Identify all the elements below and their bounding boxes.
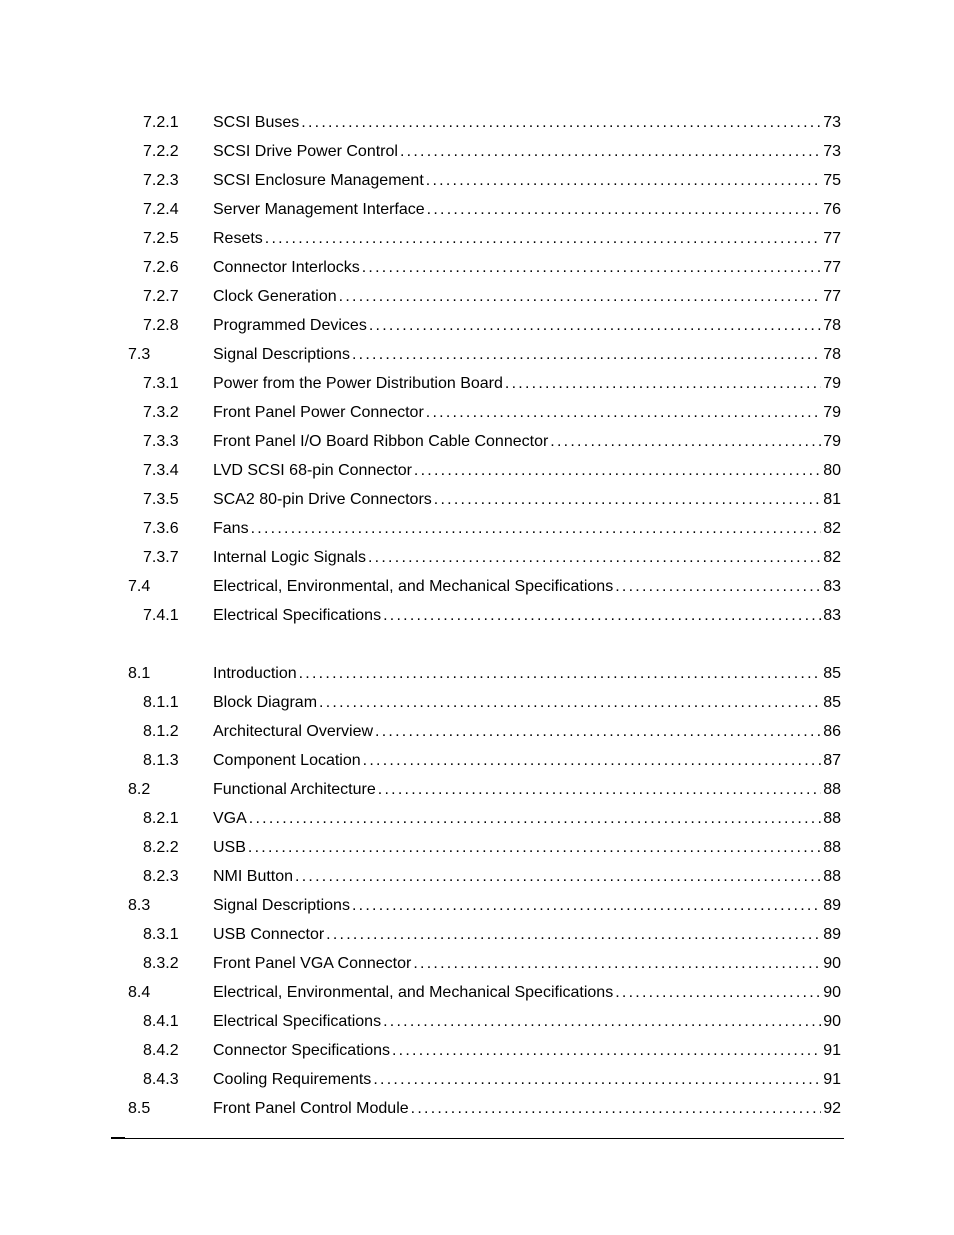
toc-entry-page-number[interactable]: 79 [821, 398, 841, 427]
toc-entry-leader-line [213, 224, 841, 253]
toc-dot-leader [400, 137, 821, 166]
toc-dot-leader [352, 340, 821, 369]
toc-entry-page-number[interactable]: 90 [821, 978, 841, 1007]
toc-entry[interactable] [0, 775, 954, 804]
toc-dot-leader [375, 717, 821, 746]
toc-entry-leader-line [213, 195, 841, 224]
toc-entry[interactable] [0, 862, 954, 891]
toc-entry-title[interactable]: Component Location [213, 746, 363, 775]
toc-entry-page-number[interactable]: 91 [821, 1036, 841, 1065]
toc-entry-leader-line [213, 166, 841, 195]
toc-entry[interactable] [0, 195, 954, 224]
toc-entry[interactable] [0, 398, 954, 427]
toc-entry-leader-line [213, 1065, 841, 1094]
toc-entry-page-number[interactable]: 79 [821, 369, 841, 398]
toc-dot-leader [414, 456, 821, 485]
toc-entry[interactable] [0, 1007, 954, 1036]
toc-entry-page-number[interactable]: 83 [821, 572, 841, 601]
toc-entry-title[interactable]: Electrical Specifications [213, 601, 383, 630]
toc-entry-leader-line [213, 1094, 841, 1123]
toc-entry-title[interactable]: Electrical, Environmental, and Mechanical Specifications [213, 572, 615, 601]
toc-entry-page-number[interactable]: 77 [821, 224, 841, 253]
toc-entry-leader-line [213, 601, 841, 630]
toc-dot-leader [319, 688, 821, 717]
toc-entry-leader-line [213, 775, 841, 804]
toc-entry-page-number[interactable]: 87 [821, 746, 841, 775]
toc-entry-leader-line [213, 804, 841, 833]
toc-entry-title[interactable]: Internal Logic Signals [213, 543, 368, 572]
toc-dot-leader [411, 1094, 822, 1123]
toc-entry-title[interactable]: Cooling Requirements [213, 1065, 373, 1094]
toc-entry-leader-line [213, 485, 841, 514]
toc-entry-title[interactable]: Front Panel Control Module [213, 1094, 411, 1123]
toc-entry-title[interactable]: Architectural Overview [213, 717, 375, 746]
toc-entry-number: 8.4.1 [143, 1013, 179, 1030]
toc-entry-leader-line [213, 688, 841, 717]
toc-entry-page-number[interactable]: 92 [821, 1094, 841, 1123]
toc-dot-leader [378, 775, 821, 804]
toc-entry[interactable] [0, 311, 954, 340]
toc-entry[interactable] [0, 891, 954, 920]
toc-entry-title[interactable]: VGA [213, 804, 249, 833]
toc-entry-page-number[interactable]: 85 [821, 688, 841, 717]
toc-entry[interactable] [0, 601, 954, 630]
toc-entry[interactable] [0, 543, 954, 572]
toc-entry-title[interactable]: Programmed Devices [213, 311, 369, 340]
toc-entry-number: 7.2.8 [143, 317, 179, 334]
toc-dot-leader [413, 949, 821, 978]
toc-entry[interactable] [0, 717, 954, 746]
toc-entry[interactable] [0, 456, 954, 485]
toc-entry[interactable] [0, 688, 954, 717]
toc-dot-leader [251, 514, 822, 543]
toc-entry-page-number[interactable]: 88 [821, 775, 841, 804]
toc-entry-leader-line [213, 137, 841, 166]
toc-entry-leader-line [213, 1036, 841, 1065]
toc-entry-page-number[interactable]: 86 [821, 717, 841, 746]
toc-entry-number: 8.3 [128, 897, 151, 914]
toc-dot-leader [368, 543, 821, 572]
toc-entry-page-number[interactable]: 83 [821, 601, 841, 630]
toc-dot-leader [427, 195, 822, 224]
toc-entry[interactable] [0, 514, 954, 543]
toc-entry-page-number[interactable]: 81 [821, 485, 841, 514]
toc-entry-title[interactable]: Front Panel VGA Connector [213, 949, 413, 978]
toc-entry-number: 8.1.2 [143, 723, 179, 740]
toc-entry-page-number[interactable]: 90 [821, 1007, 841, 1036]
toc-dot-leader [265, 224, 821, 253]
toc-entry[interactable] [0, 427, 954, 456]
toc-entry[interactable] [0, 804, 954, 833]
toc-entry[interactable] [0, 833, 954, 862]
toc-entry-number: 8.4.2 [143, 1042, 179, 1059]
toc-dot-leader [295, 862, 821, 891]
toc-entry-leader-line [213, 456, 841, 485]
toc-entry[interactable] [0, 572, 954, 601]
toc-entry[interactable] [0, 137, 954, 166]
toc-dot-leader [615, 978, 821, 1007]
toc-entry[interactable] [0, 659, 954, 688]
toc-entry-number: 8.3.1 [143, 926, 179, 943]
toc-entry[interactable] [0, 949, 954, 978]
toc-entry[interactable] [0, 1036, 954, 1065]
toc-entry-number: 8.1 [128, 665, 151, 682]
toc-entry-title[interactable]: Front Panel I/O Board Ribbon Cable Connector [213, 427, 550, 456]
toc-entry[interactable] [0, 1094, 954, 1123]
toc-entry-number: 8.2 [128, 781, 151, 798]
toc-entry-page-number[interactable]: 85 [821, 659, 841, 688]
toc-entry-number: 8.1.3 [143, 752, 179, 769]
toc-dot-leader [426, 398, 821, 427]
toc-entry-number: 8.2.1 [143, 810, 179, 827]
toc-entry-number: 7.2.1 [143, 114, 179, 131]
toc-entry-page-number[interactable]: 80 [821, 456, 841, 485]
toc-entry-leader-line [213, 282, 841, 311]
toc-entry-number: 8.5 [128, 1100, 151, 1117]
toc-entry-title[interactable]: Connector Specifications [213, 1036, 392, 1065]
toc-entry-number: 7.3.4 [143, 462, 179, 479]
toc-entry[interactable] [0, 224, 954, 253]
toc-entry[interactable] [0, 978, 954, 1007]
toc-dot-leader [363, 746, 822, 775]
toc-entry-page-number[interactable]: 88 [821, 862, 841, 891]
toc-entry-page-number[interactable]: 88 [821, 804, 841, 833]
toc-entry-leader-line [213, 340, 841, 369]
toc-entry-page-number[interactable]: 79 [821, 427, 841, 456]
toc-entry-title[interactable]: SCSI Drive Power Control [213, 137, 400, 166]
toc-entry-number: 7.3.2 [143, 404, 179, 421]
toc-entry-leader-line [213, 833, 841, 862]
toc-entry-page-number[interactable]: 77 [821, 282, 841, 311]
toc-dot-leader [392, 1036, 821, 1065]
toc-entry-title[interactable]: Server Management Interface [213, 195, 427, 224]
toc-entry-leader-line [213, 891, 841, 920]
toc-entry-page-number[interactable]: 75 [821, 166, 841, 195]
toc-dot-leader [326, 920, 821, 949]
toc-entry-number: 7.2.3 [143, 172, 179, 189]
toc-entry-page-number[interactable]: 82 [821, 543, 841, 572]
toc-entry-number: 7.4.1 [143, 607, 179, 624]
toc-entry-number: 8.2.3 [143, 868, 179, 885]
toc-dot-leader [383, 601, 821, 630]
toc-entry-leader-line [213, 253, 841, 282]
toc-dot-leader [434, 485, 821, 514]
toc-entry-leader-line [213, 717, 841, 746]
toc-entry-title[interactable]: USB Connector [213, 920, 326, 949]
toc-entry-title[interactable]: USB [213, 833, 248, 862]
footer-rule [111, 1138, 844, 1139]
toc-entry-leader-line [213, 978, 841, 1007]
toc-entry-page-number[interactable]: 77 [821, 253, 841, 282]
toc-entry-number: 7.3.5 [143, 491, 179, 508]
toc-entry-number: 7.2.5 [143, 230, 179, 247]
toc-dot-leader [299, 659, 822, 688]
toc-entry-number: 8.1.1 [143, 694, 179, 711]
toc-entry[interactable] [0, 253, 954, 282]
toc-entry[interactable] [0, 108, 954, 137]
toc-dot-leader [505, 369, 821, 398]
toc-entry-title[interactable]: Fans [213, 514, 251, 543]
toc-entry-number: 7.4 [128, 578, 151, 595]
toc-entry-leader-line [213, 398, 841, 427]
toc-entry-leader-line [213, 746, 841, 775]
toc-entry-title[interactable]: Front Panel Power Connector [213, 398, 426, 427]
toc-entry-page-number[interactable]: 89 [821, 891, 841, 920]
toc-entry-title[interactable]: SCSI Buses [213, 108, 301, 137]
toc-entry-number: 7.3.3 [143, 433, 179, 450]
toc-entry-leader-line [213, 862, 841, 891]
toc-entry-leader-line [213, 949, 841, 978]
toc-entry[interactable] [0, 920, 954, 949]
toc-entry-leader-line [213, 572, 841, 601]
toc-entry-page-number[interactable]: 78 [821, 340, 841, 369]
toc-entry-title[interactable]: Signal Descriptions [213, 891, 352, 920]
toc-dot-leader [383, 1007, 821, 1036]
toc-entry-number: 7.3 [128, 346, 151, 363]
toc-dot-leader [550, 427, 821, 456]
toc-entry-page-number[interactable]: 78 [821, 311, 841, 340]
toc-entry-number: 7.2.7 [143, 288, 179, 305]
toc-entry-title[interactable]: Signal Descriptions [213, 340, 352, 369]
toc-entry[interactable] [0, 485, 954, 514]
toc-entry-page-number[interactable]: 73 [821, 108, 841, 137]
toc-entry-title[interactable]: NMI Button [213, 862, 295, 891]
toc-dot-leader [249, 804, 821, 833]
toc-entry-number: 7.2.4 [143, 201, 179, 218]
toc-entry-title[interactable]: SCSI Enclosure Management [213, 166, 426, 195]
toc-entry-number: 7.2.2 [143, 143, 179, 160]
toc-entry-leader-line [213, 108, 841, 137]
toc-entry[interactable] [0, 746, 954, 775]
toc-entry-page-number[interactable]: 88 [821, 833, 841, 862]
toc-entry-title[interactable]: Functional Architecture [213, 775, 378, 804]
toc-entry-title[interactable]: Block Diagram [213, 688, 319, 717]
toc-entry-leader-line [213, 1007, 841, 1036]
toc-entry-page-number[interactable]: 91 [821, 1065, 841, 1094]
toc-dot-leader [615, 572, 821, 601]
toc-entry-title[interactable]: SCA2 80-pin Drive Connectors [213, 485, 434, 514]
toc-entry-page-number[interactable]: 76 [821, 195, 841, 224]
toc-entry-title[interactable]: Clock Generation [213, 282, 339, 311]
toc-entry-page-number[interactable]: 82 [821, 514, 841, 543]
toc-entry-number: 7.3.7 [143, 549, 179, 566]
toc-entry-number: 7.2.6 [143, 259, 179, 276]
toc-entry-leader-line [213, 659, 841, 688]
toc-entry-title[interactable]: Power from the Power Distribution Board [213, 369, 505, 398]
toc-entry-leader-line [213, 543, 841, 572]
footer-rule-tick [111, 1137, 125, 1139]
toc-dot-leader [373, 1065, 821, 1094]
toc-dot-leader [339, 282, 822, 311]
toc-entry-title[interactable]: LVD SCSI 68-pin Connector [213, 456, 414, 485]
toc-entry-leader-line [213, 920, 841, 949]
toc-dot-leader [248, 833, 821, 862]
toc-entry[interactable] [0, 369, 954, 398]
table-of-contents [0, 108, 954, 1123]
toc-entry-number: 8.4 [128, 984, 151, 1001]
toc-entry[interactable] [0, 282, 954, 311]
toc-entry[interactable] [0, 1065, 954, 1094]
toc-entry[interactable] [0, 340, 954, 369]
toc-entry-page-number[interactable]: 89 [821, 920, 841, 949]
toc-entry-title[interactable]: Resets [213, 224, 265, 253]
toc-entry-number: 7.3.1 [143, 375, 179, 392]
toc-entry-leader-line [213, 514, 841, 543]
toc-entry-number: 8.4.3 [143, 1071, 179, 1088]
toc-dot-leader [362, 253, 821, 282]
toc-entry-leader-line [213, 369, 841, 398]
toc-entry-title[interactable]: Electrical Specifications [213, 1007, 383, 1036]
toc-entry-number: 7.3.6 [143, 520, 179, 537]
toc-entry-title[interactable]: Electrical, Environmental, and Mechanical Specifications [213, 978, 615, 1007]
toc-entry-number: 8.3.2 [143, 955, 179, 972]
toc-entry-leader-line [213, 427, 841, 456]
toc-entry-page-number[interactable]: 73 [821, 137, 841, 166]
toc-entry-number: 8.2.2 [143, 839, 179, 856]
toc-entry-leader-line [213, 311, 841, 340]
toc-dot-leader [301, 108, 821, 137]
toc-entry[interactable] [0, 166, 954, 195]
toc-entry-title[interactable]: Introduction [213, 659, 299, 688]
toc-entry-title[interactable]: Connector Interlocks [213, 253, 362, 282]
toc-dot-leader [426, 166, 821, 195]
toc-dot-leader [352, 891, 821, 920]
toc-dot-leader [369, 311, 821, 340]
toc-entry-page-number[interactable]: 90 [821, 949, 841, 978]
